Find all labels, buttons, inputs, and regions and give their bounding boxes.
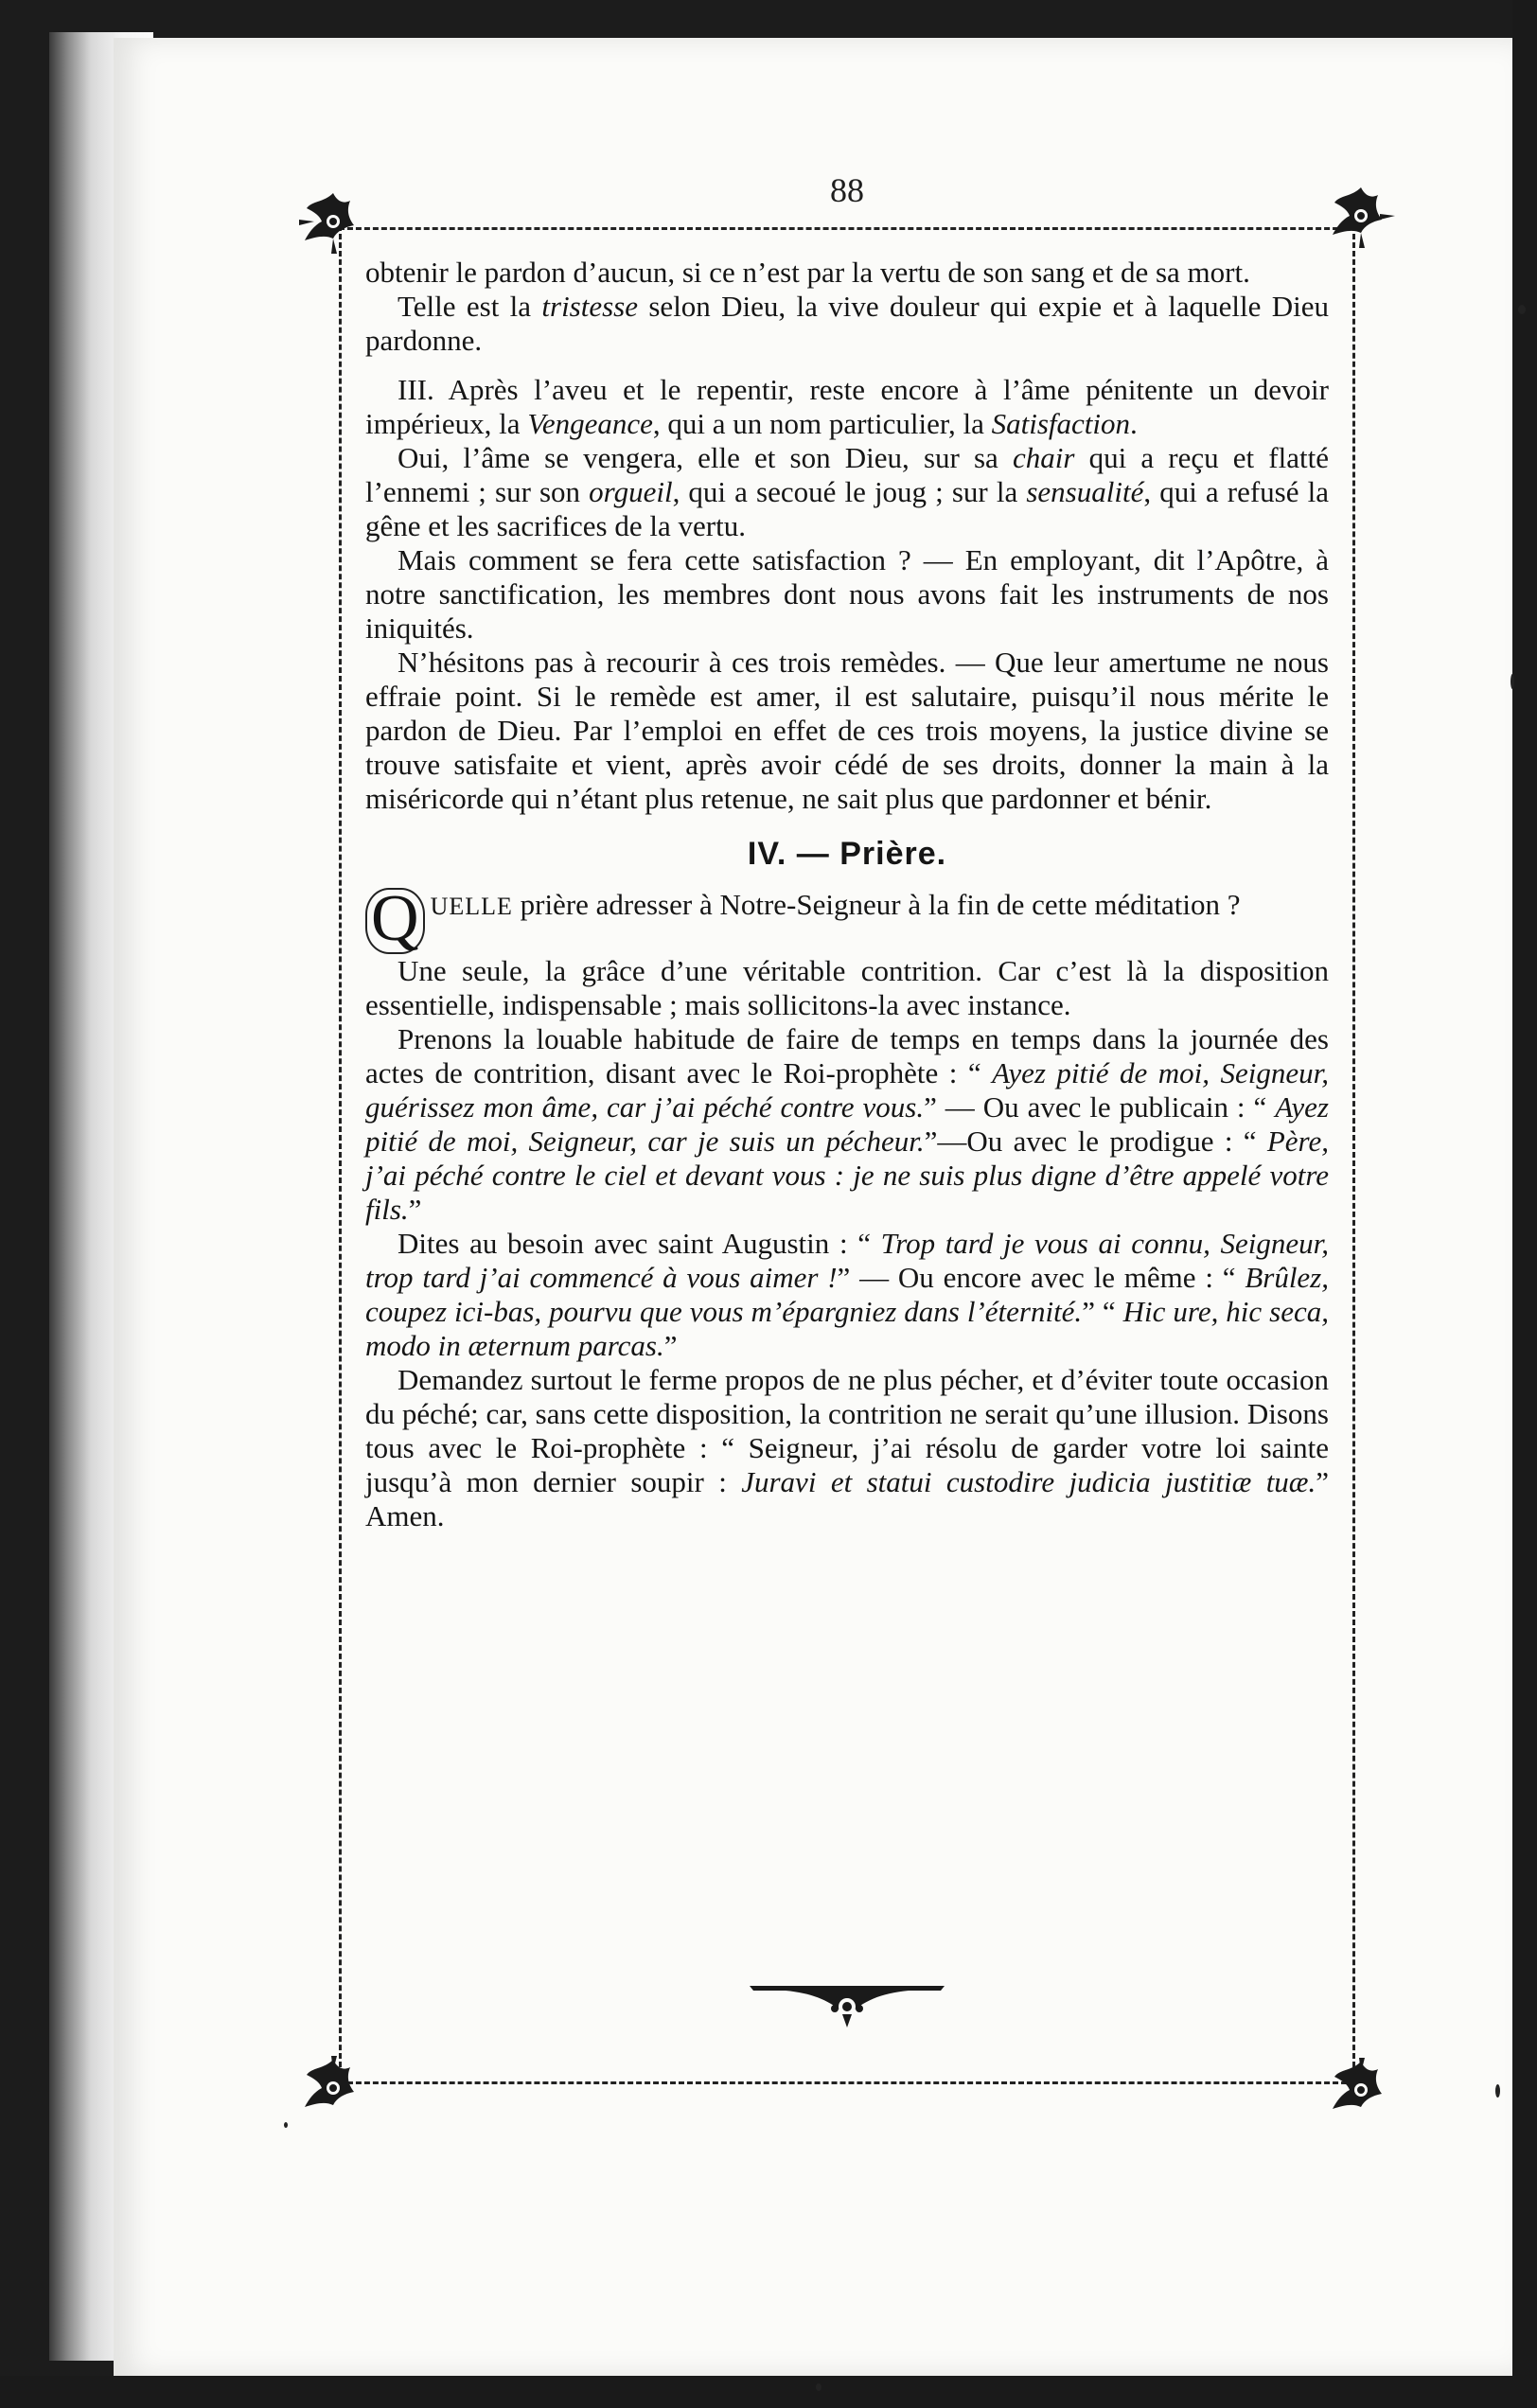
paragraph-satisfaction — [365, 373, 1329, 441]
italic-term: orgueil — [589, 475, 673, 508]
lead-word: UELLE — [430, 893, 513, 920]
body-text: ” Amen. — [365, 1465, 1329, 1532]
paragraph-actes-contrition — [365, 1022, 1329, 1227]
italic-term: tristesse — [541, 290, 639, 323]
paragraph-augustin — [365, 1227, 1329, 1363]
paragraph-apotre — [365, 543, 1329, 646]
body-text: Oui, l’âme se vengera, elle et son Dieu, sur sa — [398, 441, 1013, 474]
paragraph-vengeance — [365, 441, 1329, 543]
body-text: ” — Ou avec le publicain : “ — [924, 1090, 1276, 1124]
scan-border-right — [1512, 0, 1537, 2408]
page-frame — [295, 165, 1399, 2101]
italic-quote: Ayez pitié de moi, Seigneur, guérissez mon âme, car j’ai péché contre vous. — [365, 1056, 1329, 1124]
body-text: Demandez surtout le ferme propos de ne plus pécher, et d’éviter toute occasion du péché; car, sans cette disposition, la contrition ne serait qu’une illusion. Disons tous avec le Roi-prophète : “ Seigneur, j’ai résolu de garder votre loi sainte jusqu’à mon dernier soupir : — [365, 1363, 1329, 1498]
italic-quote: Père, j’ai péché contre le ciel et devant vous : je ne suis plus digne d’être appelé votre fils. — [365, 1124, 1329, 1226]
body-text: . — [1130, 407, 1138, 440]
page-number: 88 — [830, 171, 864, 209]
body-text: obtenir le pardon d’aucun, si ce n’est par la vertu de son sang et de sa mort. — [365, 256, 1250, 289]
body-text: ” — Ou encore avec le même : “ — [837, 1261, 1246, 1294]
body-text: ” — [408, 1193, 422, 1226]
scan-border-bottom — [0, 2376, 1537, 2408]
body-text: ” “ — [1082, 1295, 1123, 1328]
paragraph-ferme-propos — [365, 1363, 1329, 1533]
italic-term: chair — [1012, 441, 1075, 474]
body-text: , qui a refusé la gêne et les sacrifices de la vertu. — [365, 475, 1329, 542]
body-text: , qui a secoué le joug ; sur la — [672, 475, 1027, 508]
paragraph-priere-intro — [365, 882, 1329, 955]
body-text: prière adresser à Notre-Seigneur à la fin de cette méditation ? — [512, 888, 1241, 921]
body-text: III. Après l’aveu et le repentir, reste encore à l’âme pénitente un devoir impérieux, la — [365, 373, 1329, 440]
floral-corner-ornament-icon — [1323, 2052, 1399, 2128]
body-text: selon Dieu, la vive douleur qui expie et à laquelle Dieu pardonne. — [365, 290, 1330, 357]
italic-term: Vengeance — [527, 407, 653, 440]
body-text: ” — [663, 1329, 678, 1362]
body-text: Mais comment se fera cette satisfaction ? — En employant, dit l’Apôtre, à notre sanctification, les membres dont nous avons fait les instruments de nos iniquités. — [365, 543, 1329, 645]
drop-cap: Q — [365, 888, 425, 954]
italic-quote: Hic ure, hic seca, modo in æternum parcas. — [365, 1295, 1329, 1362]
paragraph-contrition — [365, 954, 1329, 1022]
italic-quote: Trop tard je vous ai connu, Seigneur, trop tard j’ai commencé à vous aimer ! — [365, 1227, 1329, 1294]
body-text: , qui a un nom particulier, la — [652, 407, 992, 440]
body-text: Une seule, la grâce d’une véritable contrition. Car c’est là la disposition essentielle, indispensable ; mais sollicitons-la avec instance. — [365, 954, 1329, 1021]
italic-quote: Ayez pitié de moi, Seigneur, car je suis un pécheur. — [365, 1090, 1329, 1158]
body-text: Dites au besoin avec saint Augustin : “ — [398, 1227, 881, 1260]
body-text: Prenons la louable habitude de faire de temps en temps dans la journée des actes de contrition, disant avec le Roi-prophète : “ — [365, 1022, 1329, 1089]
italic-term: sensualité — [1026, 475, 1144, 508]
section-heading: IV. — Prière. — [747, 836, 947, 872]
frame-bottom-border — [339, 2081, 1355, 2084]
tailpiece-ornament-icon — [748, 1978, 946, 2033]
italic-term: Satisfaction — [991, 407, 1130, 440]
paragraph-tristesse — [365, 290, 1329, 358]
floral-corner-ornament-icon — [295, 2050, 371, 2126]
paragraph-remedes — [365, 646, 1329, 816]
body-text: qui a reçu et flatté l’ennemi ; sur son — [365, 441, 1329, 508]
frame-top-border — [339, 227, 1355, 230]
paragraph-continuation — [365, 256, 1329, 290]
body-text: ”—Ou avec le prodigue : “ — [924, 1124, 1267, 1158]
frame-left-border — [339, 225, 342, 2084]
body-text: Telle est la — [398, 290, 542, 323]
body-text: N’hésitons pas à recourir à ces trois remèdes. — Que leur amertume ne nous effraie point. Si le remède est amer, il est salutaire, puisqu’il nous mérite le pardon de Dieu. Par l’emploi en effet de ces trois moyens, la justice divine se trouve satisfaite et vient, après avoir cédé de ses droits, donner la main à la miséricorde qui n’étant plus retenue, ne sait plus que pardonner et bénir. — [365, 646, 1329, 815]
page-body — [365, 256, 1329, 1533]
italic-quote: Brûlez, coupez ici-bas, pourvu que vous m’épargniez dans l’éternité. — [365, 1261, 1329, 1328]
italic-quote: Juravi et statui custodire judicia justitiæ tuæ. — [741, 1465, 1316, 1498]
frame-right-border — [1352, 225, 1355, 2084]
